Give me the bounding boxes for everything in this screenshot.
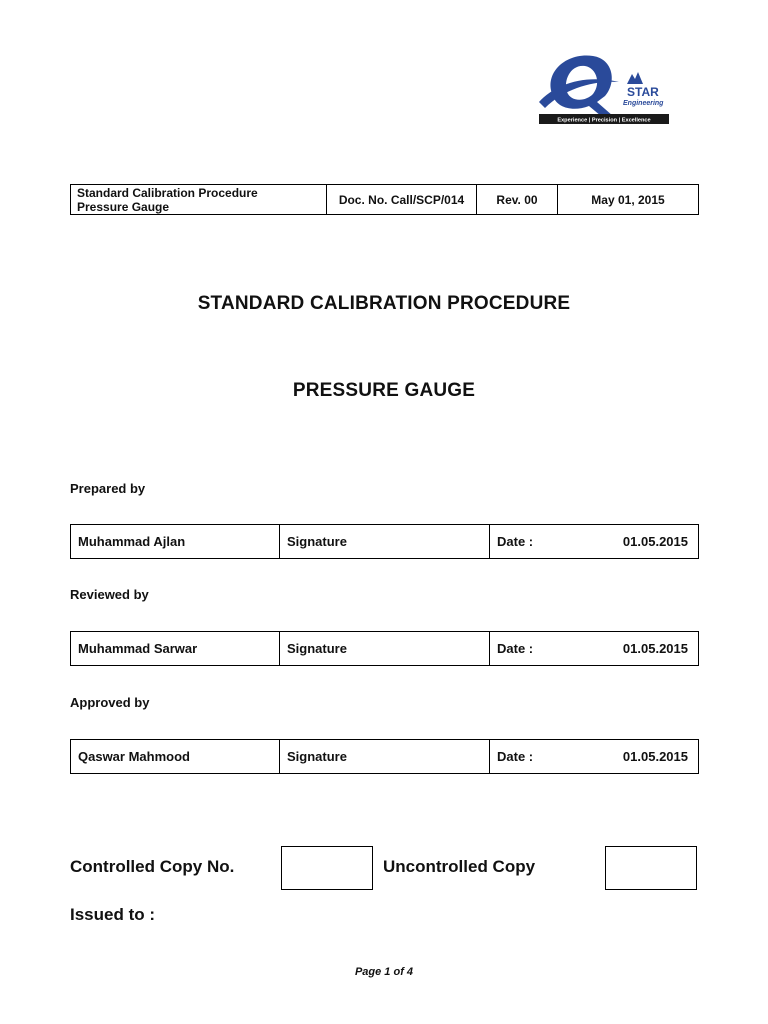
reviewed-by-date-cell xyxy=(490,632,698,665)
issued-to-label: Issued to : xyxy=(70,905,156,924)
uncontrolled-copy-box[interactable] xyxy=(605,846,697,890)
page-number: Page 1 of 4 xyxy=(354,966,414,978)
document-header-table xyxy=(70,184,699,215)
controlled-copy-box[interactable] xyxy=(281,846,373,890)
company-logo xyxy=(535,44,677,130)
logo-text-engineering: Engineering xyxy=(623,100,664,107)
logo-tagline: Experience | Precision | Excellence xyxy=(557,117,651,124)
controlled-copy-label: Controlled Copy No. xyxy=(70,857,235,876)
prepared-by-signature: Signature xyxy=(280,525,490,558)
header-revision: Rev. 00 xyxy=(477,185,558,214)
date-label: Date : xyxy=(497,534,534,549)
logo-text-star: STAR xyxy=(627,85,659,99)
approved-by-name: Qaswar Mahmood xyxy=(71,740,280,773)
header-date: May 01, 2015 xyxy=(591,192,665,207)
prepared-by-label: Prepared by xyxy=(70,481,146,496)
date-label: Date : xyxy=(497,641,534,656)
approved-by-table xyxy=(70,739,699,774)
date-value: 01.05.2015 xyxy=(622,641,688,656)
date-value: 01.05.2015 xyxy=(622,749,688,764)
reviewed-by-label: Reviewed by xyxy=(70,587,149,602)
approved-by-label: Approved by xyxy=(70,695,150,710)
sub-title: PRESSURE GAUGE xyxy=(292,380,476,401)
prepared-by-table xyxy=(70,524,699,559)
prepared-by-name: Muhammad Ajlan xyxy=(71,525,280,558)
reviewed-by-table xyxy=(70,631,699,666)
date-label: Date : xyxy=(497,749,534,764)
date-value: 01.05.2015 xyxy=(622,534,688,549)
header-title-line1: Standard Calibration Procedure xyxy=(77,185,258,200)
reviewed-by-signature: Signature xyxy=(280,632,490,665)
approved-by-signature: Signature xyxy=(280,740,490,773)
header-doc-number: Doc. No. Call/SCP/014 xyxy=(327,185,477,214)
prepared-by-date-cell xyxy=(490,525,698,558)
q-star-logo-icon xyxy=(535,44,677,130)
header-title-line2: Pressure Gauge xyxy=(77,199,170,214)
approved-by-date-cell xyxy=(490,740,698,773)
header-title-cell xyxy=(71,185,327,214)
reviewed-by-name: Muhammad Sarwar xyxy=(71,632,280,665)
uncontrolled-copy-label: Uncontrolled Copy xyxy=(383,857,536,876)
main-title: STANDARD CALIBRATION PROCEDURE xyxy=(197,293,571,314)
